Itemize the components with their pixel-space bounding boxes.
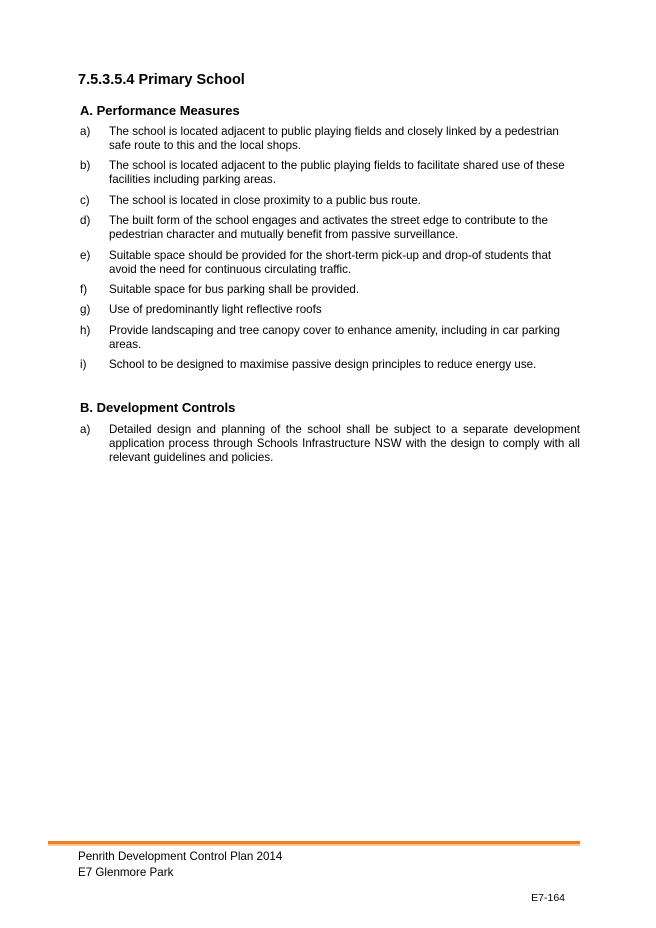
section-title: 7.5.3.5.4 Primary School: [78, 72, 245, 88]
item-text: School to be designed to maximise passive design principles to reduce energy use.: [109, 358, 537, 372]
list-item: [80, 283, 580, 297]
item-marker: a): [80, 423, 91, 436]
list-item: [80, 214, 580, 242]
item-marker: a): [80, 125, 91, 138]
item-text: The school is located adjacent to public playing fields and closely linked by a pedestrian safe route to this and the local shops.: [109, 125, 559, 152]
item-marker: h): [80, 323, 91, 337]
item-marker: c): [80, 193, 90, 207]
list-item: [80, 423, 580, 465]
list-item: [80, 324, 580, 352]
item-text: Provide landscaping and tree canopy cover to enhance amenity, including in car parking areas.: [109, 323, 560, 351]
development-controls-heading: B. Development Controls: [80, 400, 236, 415]
footer-document-title: Penrith Development Control Plan 2014: [78, 850, 283, 863]
item-marker: d): [80, 214, 91, 228]
list-item: [80, 358, 580, 372]
item-marker: g): [80, 303, 91, 317]
page-number: E7-164: [531, 892, 565, 904]
footer-section-name: E7 Glenmore Park: [78, 866, 174, 879]
item-text: Suitable space should be provided for the short-term pick-up and drop-of students that avoid the need for continuous circulating traffic.: [109, 248, 552, 276]
item-text: The school is located adjacent to the public playing fields to facilitate shared use of these facilities including parking areas.: [109, 159, 565, 187]
performance-measures-list: [80, 125, 580, 379]
item-marker: f): [80, 282, 88, 296]
list-item: [80, 249, 580, 277]
performance-measures-heading: A. Performance Measures: [80, 103, 240, 118]
item-text: The school is located in close proximity to a public bus route.: [109, 193, 421, 207]
list-item: [80, 159, 580, 187]
item-text: The built form of the school engages and activates the street edge to contribute to the pedestrian character and mutually benefit from passive surveillance.: [109, 214, 548, 242]
item-text: Detailed design and planning of the school shall be subject to a separate development application process through Schools Infrastructure NSW with the design to comply with all relevant guidelines and policies.: [109, 423, 580, 464]
list-item: [80, 194, 580, 208]
item-marker: e): [80, 248, 91, 262]
item-text: Suitable space for bus parking shall be provided.: [109, 282, 360, 296]
list-item: [80, 125, 580, 153]
item-marker: b): [80, 159, 91, 173]
item-text: Use of predominantly light reflective roofs: [109, 303, 322, 317]
development-controls-list: [80, 423, 580, 471]
list-item: [80, 303, 580, 317]
footer-divider: [48, 841, 580, 844]
item-marker: i): [80, 358, 87, 372]
